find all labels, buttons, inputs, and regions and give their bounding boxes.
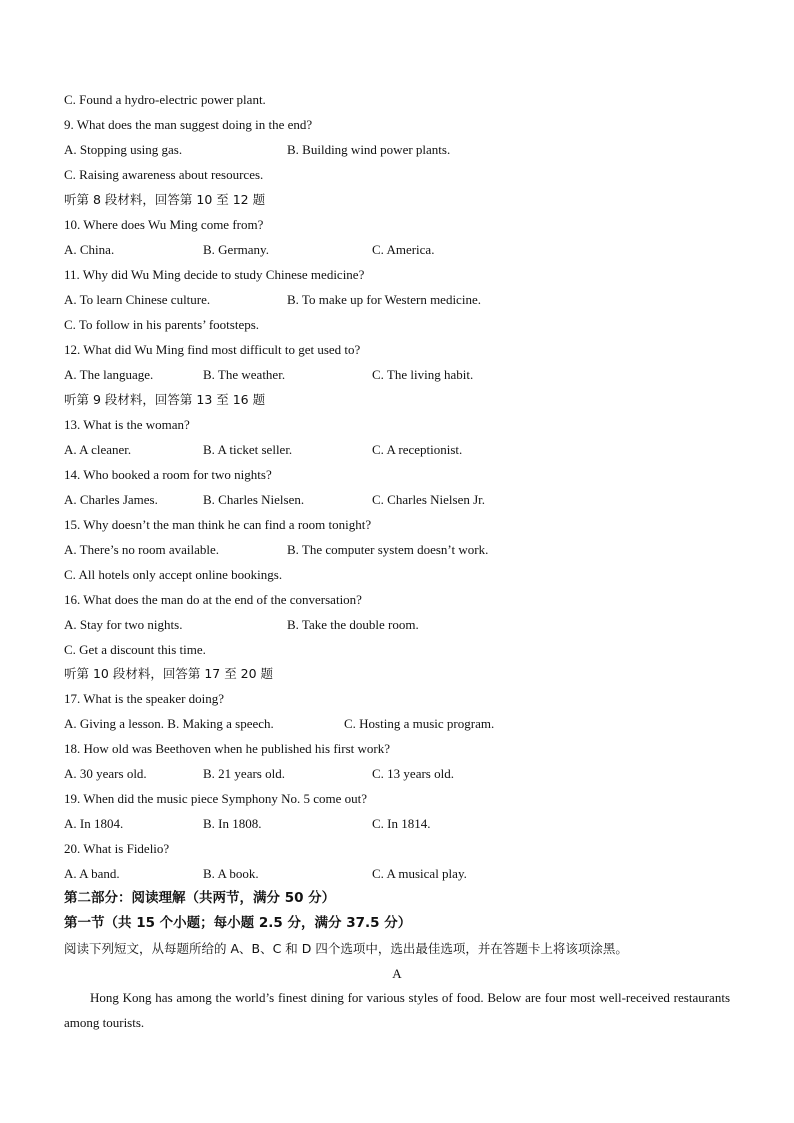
- q13-question: 13. What is the woman?: [64, 417, 190, 432]
- q10-question: 10. Where does Wu Ming come from?: [64, 217, 264, 232]
- q11-option-c: C. To follow in his parents’ footsteps.: [64, 317, 260, 332]
- q19-option-a: A. In 1804.: [64, 816, 124, 831]
- q15-option-a: A. There’s no room available.: [64, 542, 219, 557]
- q9-option-c: C. Raising awareness about resources.: [64, 167, 264, 182]
- q16-option-c: C. Get a discount this time.: [64, 642, 206, 657]
- q9-option-a: A. Stopping using gas.: [64, 142, 183, 157]
- q16-option-b: B. Take the double room.: [287, 617, 419, 632]
- q9-option-b: B. Building wind power plants.: [287, 142, 451, 157]
- q15-option-b: B. The computer system doesn’t work.: [287, 542, 489, 557]
- q16-option-a: A. Stay for two nights.: [64, 617, 183, 632]
- section-9-heading: 听第 9 段材料，回答第 13 至 16 题: [64, 392, 266, 407]
- section-10-heading: 听第 10 段材料，回答第 17 至 20 题: [64, 666, 274, 681]
- passage-label: A: [392, 966, 402, 981]
- q20-question: 20. What is Fidelio?: [64, 841, 170, 856]
- q13-option-c: C. A receptionist.: [372, 442, 463, 457]
- q17-option-c: C. Hosting a music program.: [344, 716, 495, 731]
- q14-option-a: A. Charles James.: [64, 492, 158, 507]
- q18-option-c: C. 13 years old.: [372, 766, 454, 781]
- q16-question: 16. What does the man do at the end of the conversation?: [64, 592, 362, 607]
- q12-question: 12. What did Wu Ming find most difficult to get used to?: [64, 342, 361, 357]
- part-2-heading: 第二部分：阅读理解（共两节，满分 50 分）: [64, 890, 336, 906]
- q18-option-b: B. 21 years old.: [203, 766, 285, 781]
- q14-option-b: B. Charles Nielsen.: [203, 492, 305, 507]
- q15-option-c: C. All hotels only accept online bookings.: [64, 567, 283, 582]
- q15-question: 15. Why doesn’t the man think he can find a room tonight?: [64, 517, 372, 532]
- q8-option-c: C. Found a hydro-electric power plant.: [64, 92, 266, 107]
- q11-question: 11. Why did Wu Ming decide to study Chinese medicine?: [64, 267, 365, 282]
- q14-question: 14. Who booked a room for two nights?: [64, 467, 272, 482]
- q13-option-b: B. A ticket seller.: [203, 442, 293, 457]
- q14-option-c: C. Charles Nielsen Jr.: [372, 492, 486, 507]
- q10-option-c: C. America.: [372, 242, 435, 257]
- q10-option-b: B. Germany.: [203, 242, 269, 257]
- q19-question: 19. When did the music piece Symphony No. 5 come out?: [64, 791, 368, 806]
- q17-option-ab: A. Giving a lesson. B. Making a speech.: [64, 716, 274, 731]
- q19-option-b: B. In 1808.: [203, 816, 262, 831]
- reading-instructions: 阅读下列短文，从每题所给的 A、B、C 和 D 四个选项中，选出最佳选项，并在答题卡上将该项涂黑。: [64, 941, 628, 956]
- q12-option-c: C. The living habit.: [372, 367, 474, 382]
- q11-option-b: B. To make up for Western medicine.: [287, 292, 481, 307]
- q20-option-c: C. A musical play.: [372, 866, 467, 881]
- section-8-heading: 听第 8 段材料，回答第 10 至 12 题: [64, 192, 266, 207]
- part-2-section-1-heading: 第一节（共 15 个小题；每小题 2.5 分，满分 37.5 分）: [64, 915, 412, 931]
- q9-question: 9. What does the man suggest doing in the end?: [64, 117, 313, 132]
- q12-option-a: A. The language.: [64, 367, 154, 382]
- q11-option-a: A. To learn Chinese culture.: [64, 292, 211, 307]
- q12-option-b: B. The weather.: [203, 367, 286, 382]
- q17-question: 17. What is the speaker doing?: [64, 691, 225, 706]
- q10-option-a: A. China.: [64, 242, 115, 257]
- q13-option-a: A. A cleaner.: [64, 442, 132, 457]
- q18-option-a: A. 30 years old.: [64, 766, 147, 781]
- passage-paragraph: Hong Kong has among the world’s finest dining for various styles of food. Below are four most well-received restaurants among tourists.: [64, 990, 730, 1030]
- q18-question: 18. How old was Beethoven when he published his first work?: [64, 741, 391, 756]
- q20-option-b: B. A book.: [203, 866, 259, 881]
- q19-option-c: C. In 1814.: [372, 816, 431, 831]
- q20-option-a: A. A band.: [64, 866, 120, 881]
